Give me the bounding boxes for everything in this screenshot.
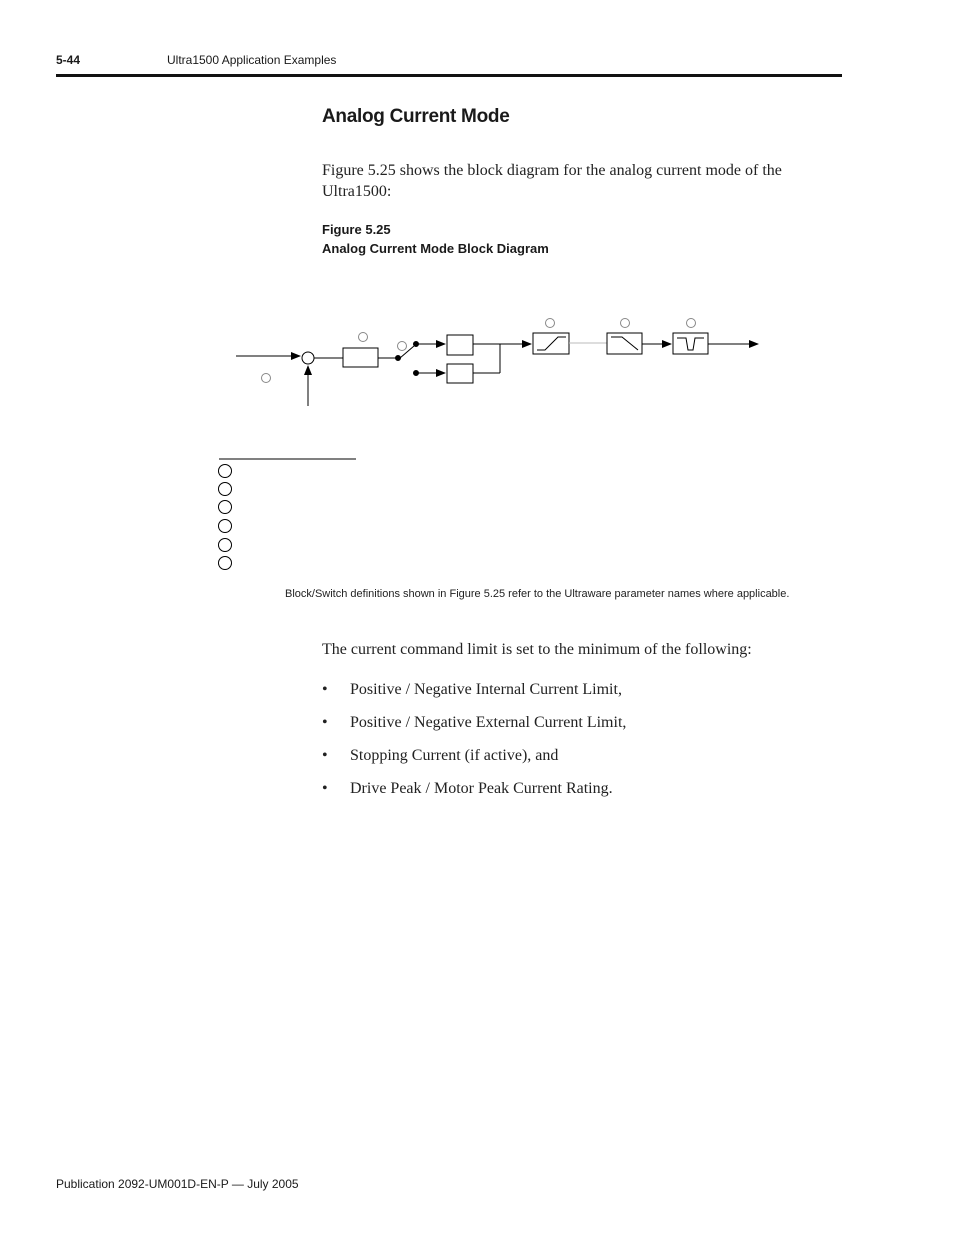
- switch-contact-top: [414, 342, 419, 347]
- limit-list: [322, 681, 626, 813]
- upper-select-block: [447, 335, 473, 355]
- lowpass-marker: [621, 319, 630, 328]
- lowpass-filter-block: [607, 333, 642, 354]
- bullet-icon: •: [322, 714, 328, 731]
- input-marker: [262, 374, 271, 383]
- scaling-marker: [359, 333, 368, 342]
- list-item: [322, 681, 626, 714]
- switch-contact-bottom: [414, 371, 419, 376]
- figure-number: Figure 5.25: [322, 222, 391, 237]
- legend-marker: [219, 483, 232, 496]
- notch-filter-block: [673, 333, 708, 354]
- list-item-text: Positive / Negative External Current Limit,: [350, 714, 627, 731]
- block-diagram: [0, 280, 954, 420]
- lower-select-block: [447, 364, 473, 383]
- page-number: 5-44: [56, 53, 81, 67]
- figure-note: Block/Switch definitions shown in Figure 5.25 refer to the Ultraware parameter names where applicable.: [285, 588, 790, 600]
- notch-glyph: [677, 338, 704, 350]
- list-item-text: Stopping Current (if active), and: [350, 747, 559, 764]
- section-title: Analog Current Mode: [322, 106, 510, 127]
- switch-pivot: [396, 356, 401, 361]
- publication-footer: Publication 2092-UM001D-EN-P — July 2005: [56, 1177, 299, 1191]
- intro-paragraph: Figure 5.25 shows the block diagram for the analog current mode of the Ultra1500:: [322, 162, 782, 200]
- notch-marker: [687, 319, 696, 328]
- list-item: [322, 747, 626, 780]
- bullet-icon: •: [322, 780, 328, 797]
- legend-marker: [219, 539, 232, 552]
- limiter-marker: [546, 319, 555, 328]
- summing-junction: [302, 352, 314, 364]
- legend-marker: [219, 465, 232, 478]
- bullet-icon: •: [322, 681, 328, 698]
- legend-marker: [219, 520, 232, 533]
- figure-caption: Analog Current Mode Block Diagram: [322, 241, 549, 256]
- lowpass-glyph: [611, 337, 638, 350]
- list-item: [322, 714, 626, 747]
- header-rule: [56, 74, 842, 77]
- chapter-title: Ultra1500 Application Examples: [167, 53, 337, 67]
- scaling-block: [343, 348, 378, 367]
- list-item-text: Drive Peak / Motor Peak Current Rating.: [350, 780, 613, 797]
- legend-marker: [219, 501, 232, 514]
- legend-marker: [219, 557, 232, 570]
- limiter-glyph: [537, 337, 566, 350]
- list-item-text: Positive / Negative Internal Current Limit,: [350, 681, 622, 698]
- list-item: [322, 780, 626, 813]
- bullet-icon: •: [322, 747, 328, 764]
- switch-marker: [398, 342, 407, 351]
- diagram-legend: [0, 450, 954, 575]
- switch-arm: [400, 346, 414, 358]
- limit-intro: The current command limit is set to the minimum of the following:: [322, 641, 752, 658]
